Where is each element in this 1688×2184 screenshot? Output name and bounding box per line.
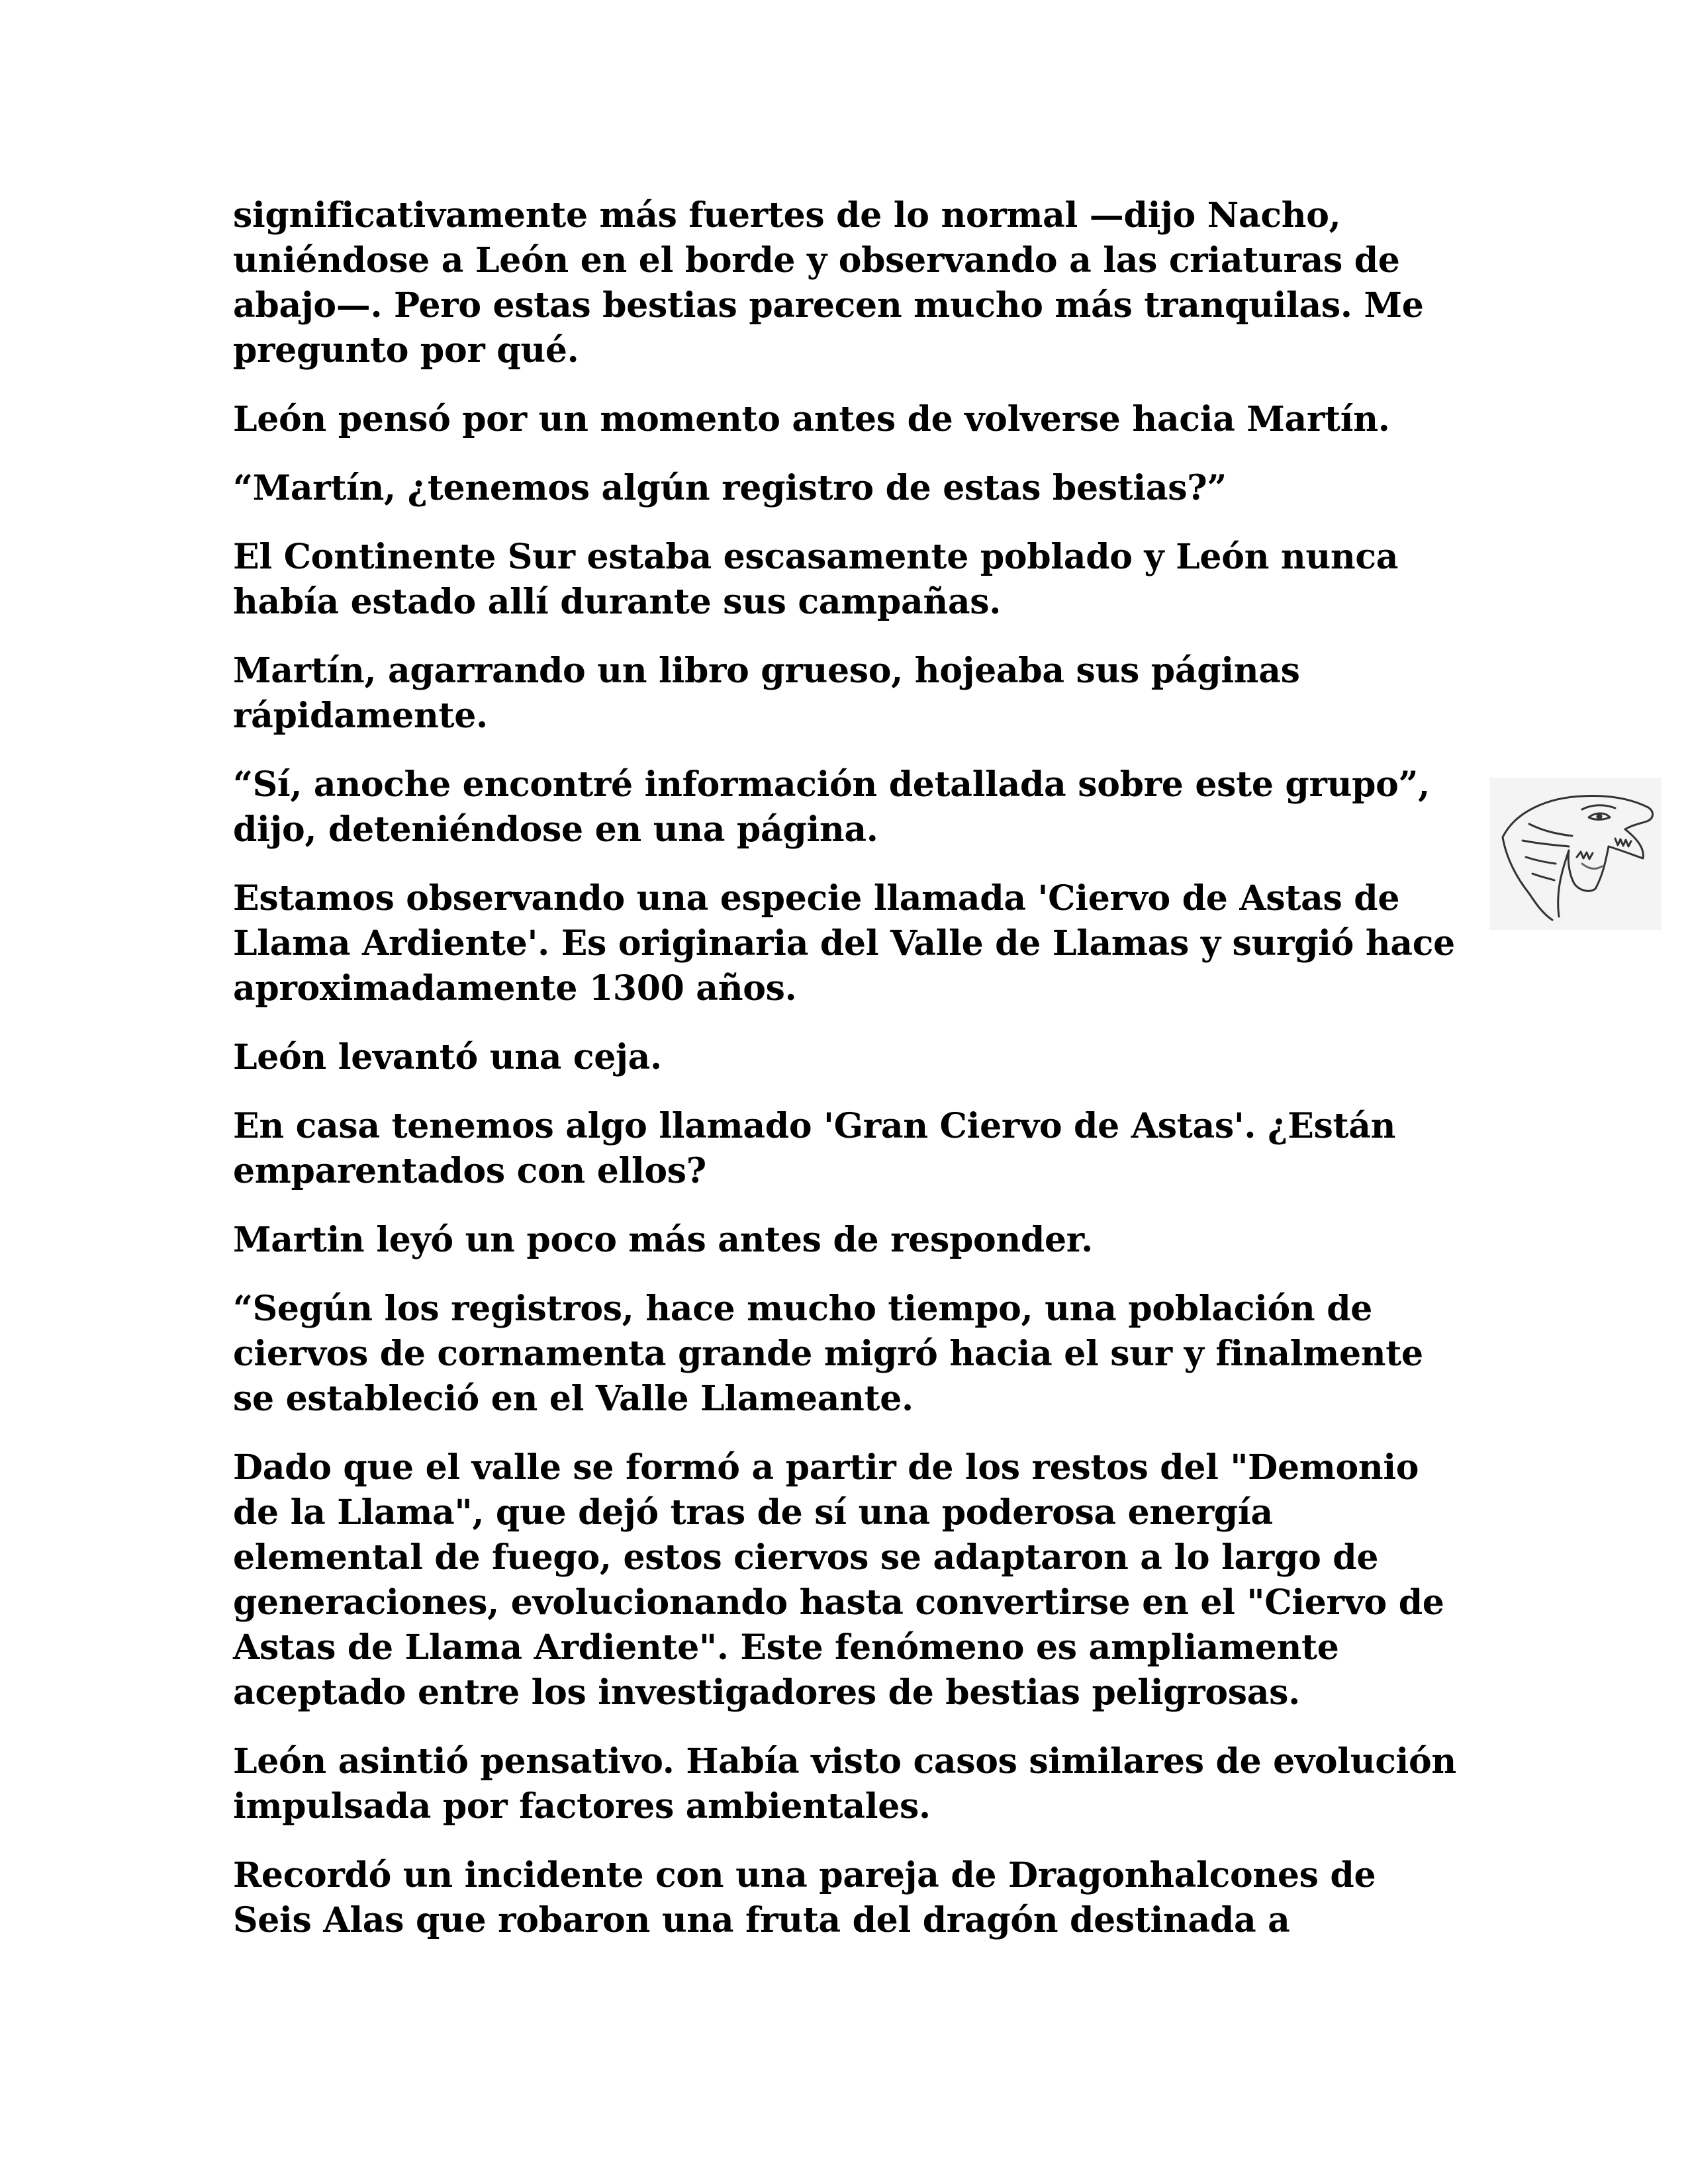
paragraph: “Martín, ¿tenemos algún registro de estas bestias?” bbox=[233, 468, 1227, 508]
paragraph: Martín, agarrando un libro grueso, hojeaba sus páginas rápidamente. bbox=[233, 651, 1300, 736]
paragraph: León pensó por un momento antes de volverse hacia Martín. bbox=[233, 399, 1390, 439]
paragraph: León asintió pensativo. Había visto casos similares de evolución impulsada por factores ambientales. bbox=[233, 1741, 1456, 1827]
paragraph: “Sí, anoche encontré información detallada sobre este grupo”, dijo, deteniéndose en una página. bbox=[233, 764, 1430, 850]
dinosaur-head-sketch-icon bbox=[1489, 778, 1662, 930]
paragraph: En casa tenemos algo llamado 'Gran Ciervo de Astas'. ¿Están emparentados con ellos? bbox=[233, 1106, 1396, 1191]
paragraph: León levantó una ceja. bbox=[233, 1037, 662, 1077]
paragraph: Dado que el valle se formó a partir de los restos del "Demonio de la Llama", que dejó tras de sí una poderosa energía elemental de fuego, estos ciervos se adaptaron a lo largo de generaciones, evolucionando hasta convertirse en el "Ciervo de Astas de Llama Ardiente". Este fenómeno es ampliamente aceptado entre los investigadores de bestias peligrosas. bbox=[233, 1447, 1444, 1713]
paragraph: significativamente más fuertes de lo normal —dijo Nacho, uniéndose a León en el borde y observando a las criaturas de abajo—. Pero estas bestias parecen mucho más tranquilas. Me pregunto por qué. bbox=[233, 195, 1424, 371]
paragraph: “Según los registros, hace mucho tiempo, una población de ciervos de cornamenta grande migró hacia el sur y finalmente se estableció en el Valle Llameante. bbox=[233, 1289, 1423, 1419]
paragraph: Recordó un incidente con una pareja de Dragonhalcones de Seis Alas que robaron una fruta del dragón destinada a bbox=[233, 1855, 1376, 1940]
paragraph: El Continente Sur estaba escasamente poblado y León nunca había estado allí durante sus campañas. bbox=[233, 537, 1399, 622]
body-text bbox=[233, 193, 1464, 1967]
paragraph: Martin leyó un poco más antes de responder. bbox=[233, 1220, 1093, 1260]
paragraph: Estamos observando una especie llamada 'Ciervo de Astas de Llama Ardiente'. Es originaria del Valle de Llamas y surgió hace aproximadamente 1300 años. bbox=[233, 878, 1455, 1009]
